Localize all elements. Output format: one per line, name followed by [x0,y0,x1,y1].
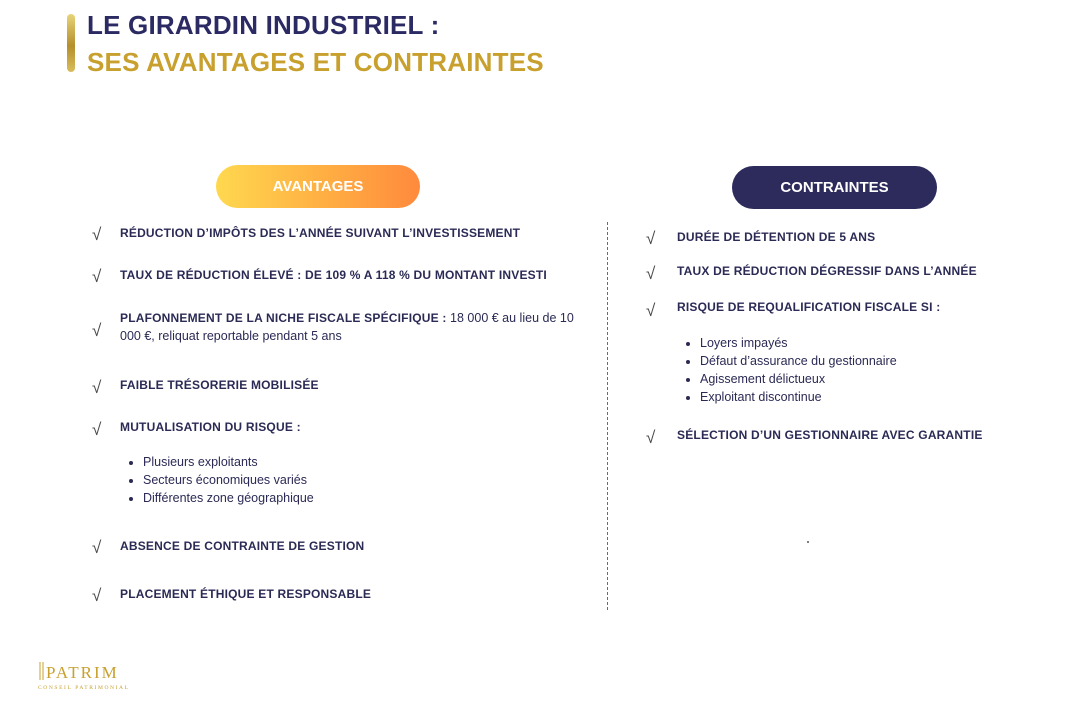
check-icon: √ [646,301,656,320]
contrainte-item-bold: SÉLECTION D’UN GESTIONNAIRE AVEC GARANTIE [677,428,983,442]
check-icon: √ [646,428,656,447]
check-icon: √ [92,225,102,244]
avantages-heading [216,165,420,208]
logo-tagline: CONSEIL PATRIMONIAL [38,685,130,691]
avantage-item-detail: 18 000 € au lieu de 10 000 €, reliquat reportable pendant 5 ans [120,311,574,343]
contrainte-item-bold: TAUX DE RÉDUCTION DÉGRESSIF DANS L’ANNÉE [677,264,977,278]
list-item: • Exploitant discontinue [700,388,897,406]
list-item: • Différentes zone géographique [143,489,314,507]
check-icon: √ [92,378,102,397]
avantage-item-bold: FAIBLE TRÉSORERIE MOBILISÉE [120,378,319,392]
check-icon: √ [92,321,102,340]
check-icon: √ [92,420,102,439]
avantage-item-bold: PLAFONNEMENT DE LA NICHE FISCALE SPÉCIFIQUE : [120,311,447,325]
avantage-item-bold: RÉDUCTION D’IMPÔTS DES L’ANNÉE SUIVANT L’INVESTISSEMENT [120,226,521,240]
list-item: • Plusieurs exploitants [143,453,314,471]
avantage-item [120,376,560,394]
list-item: • Agissement délictueux [700,370,897,388]
page-subtitle: SES AVANTAGES ET CONTRAINTES [87,47,544,77]
contrainte-item-bold: DURÉE DE DÉTENTION DE 5 ANS [677,230,876,244]
avantage-item-bold: TAUX DE RÉDUCTION ÉLEVÉ : DE 109 % A 118 % DU MONTANT INVESTI [120,268,547,282]
list-item: • Loyers impayés [700,334,897,352]
list-item: • Défaut d’assurance du gestionnaire [700,352,897,370]
contrainte-item-bold: RISQUE DE REQUALIFICATION FISCALE SI : [677,300,941,314]
list-item: • Secteurs économiques variés [143,471,314,489]
contraintes-heading [732,166,937,209]
avantage-item [120,418,560,436]
contrainte-item [677,426,1057,444]
avantage-item-bold: ABSENCE DE CONTRAINTE DE GESTION [120,539,365,553]
avantage-item [120,266,560,284]
check-icon: √ [92,267,102,286]
check-icon: √ [646,264,656,283]
avantage-item [120,224,590,242]
risk-bullet-list [127,453,314,507]
logo-wordmark: PATRIM [46,663,119,682]
avantage-item-bold: PLACEMENT ÉTHIQUE ET RESPONSABLE [120,587,372,601]
page-title: LE GIRARDIN INDUSTRIEL : [87,10,440,40]
requal-bullet-list [684,334,897,406]
avantage-item-bold: MUTUALISATION DU RISQUE : [120,420,301,434]
stray-dot [807,541,809,543]
title-accent-bar [67,14,75,72]
column-divider [607,222,608,610]
contrainte-item [677,228,1057,246]
contrainte-item [677,262,1057,280]
avantages-heading-label: AVANTAGES [272,178,364,195]
avantage-item [120,309,585,345]
contrainte-item [677,298,1057,316]
contraintes-heading-label: CONTRAINTES [780,179,889,196]
check-icon: √ [92,538,102,557]
avantage-item [120,537,560,555]
check-icon: √ [646,229,656,248]
avantage-item [120,585,560,603]
check-icon: √ [92,586,102,605]
